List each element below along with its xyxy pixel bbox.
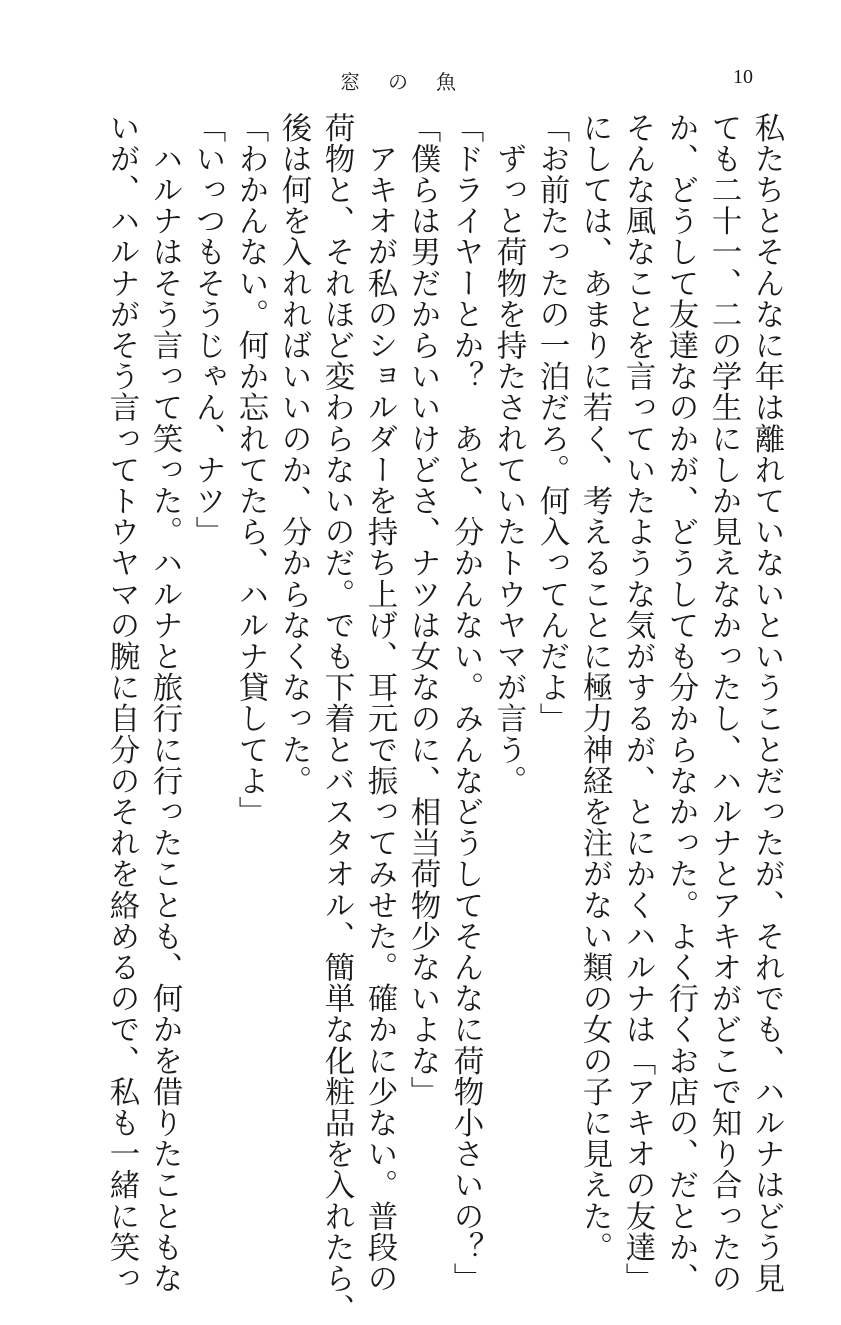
- text-line: 「わかんない。何か忘れてたら、ハルナ貸してよ」: [233, 112, 268, 828]
- text-line: いが、ハルナがそう言ってトウヤマの腕に自分のそれを絡めるので、私も一緒に笑っ: [104, 112, 139, 1294]
- text-line: 私たちとそんなに年は離れていないということだったが、それでも、ハルナはどう見: [749, 112, 784, 1294]
- text-line: ずっと荷物を持たされていたトウヤマが言う。: [491, 112, 526, 797]
- text-line: 後は何を入れればいいのか、分からなくなった。: [276, 112, 311, 797]
- text-line: にしては、あまりに若く、考えることに極力神経を注がない類の女の子に見えた。: [577, 112, 612, 1263]
- body-text: [104, 112, 788, 1325]
- text-line: か、どうして友達なのかが、どうしても分からなかった。よく行くお店の、だとか、: [663, 112, 698, 1294]
- page-number: 10: [733, 66, 753, 88]
- text-line: 荷物と、それほど変わらないのだ。でも下着とバスタオル、簡単な化粧品を入れたら、: [319, 112, 354, 1325]
- text-line: アキオが私のショルダーを持ち上げ、耳元で振ってみせた。確かに少ない。普段の: [362, 112, 397, 1294]
- text-line: ても二十一、二の学生にしか見えなかったし、ハルナとアキオがどこで知り合ったの: [706, 112, 741, 1294]
- text-line: 「僕らは男だからいいけどさ、ナツは女なのに、相当荷物少ないよな」: [405, 112, 440, 1108]
- text-line: ハルナはそう言って笑った。ハルナと旅行に行ったことも、何かを借りたこともな: [147, 112, 182, 1294]
- text-line: 「いっつもそうじゃん、ナツ」: [190, 112, 225, 548]
- text-line: 「ドライヤーとか？ あと、分かんない。みんなどうしてそんなに荷物小さいの？」: [448, 112, 483, 1294]
- text-line: 「お前たったの一泊だろ。何入ってんだよ」: [534, 112, 569, 734]
- running-title: 窓の魚: [340, 70, 484, 94]
- text-line: そんな風なことを言っていたような気がするが、とにかくハルナは「アキオの友達」: [620, 112, 655, 1294]
